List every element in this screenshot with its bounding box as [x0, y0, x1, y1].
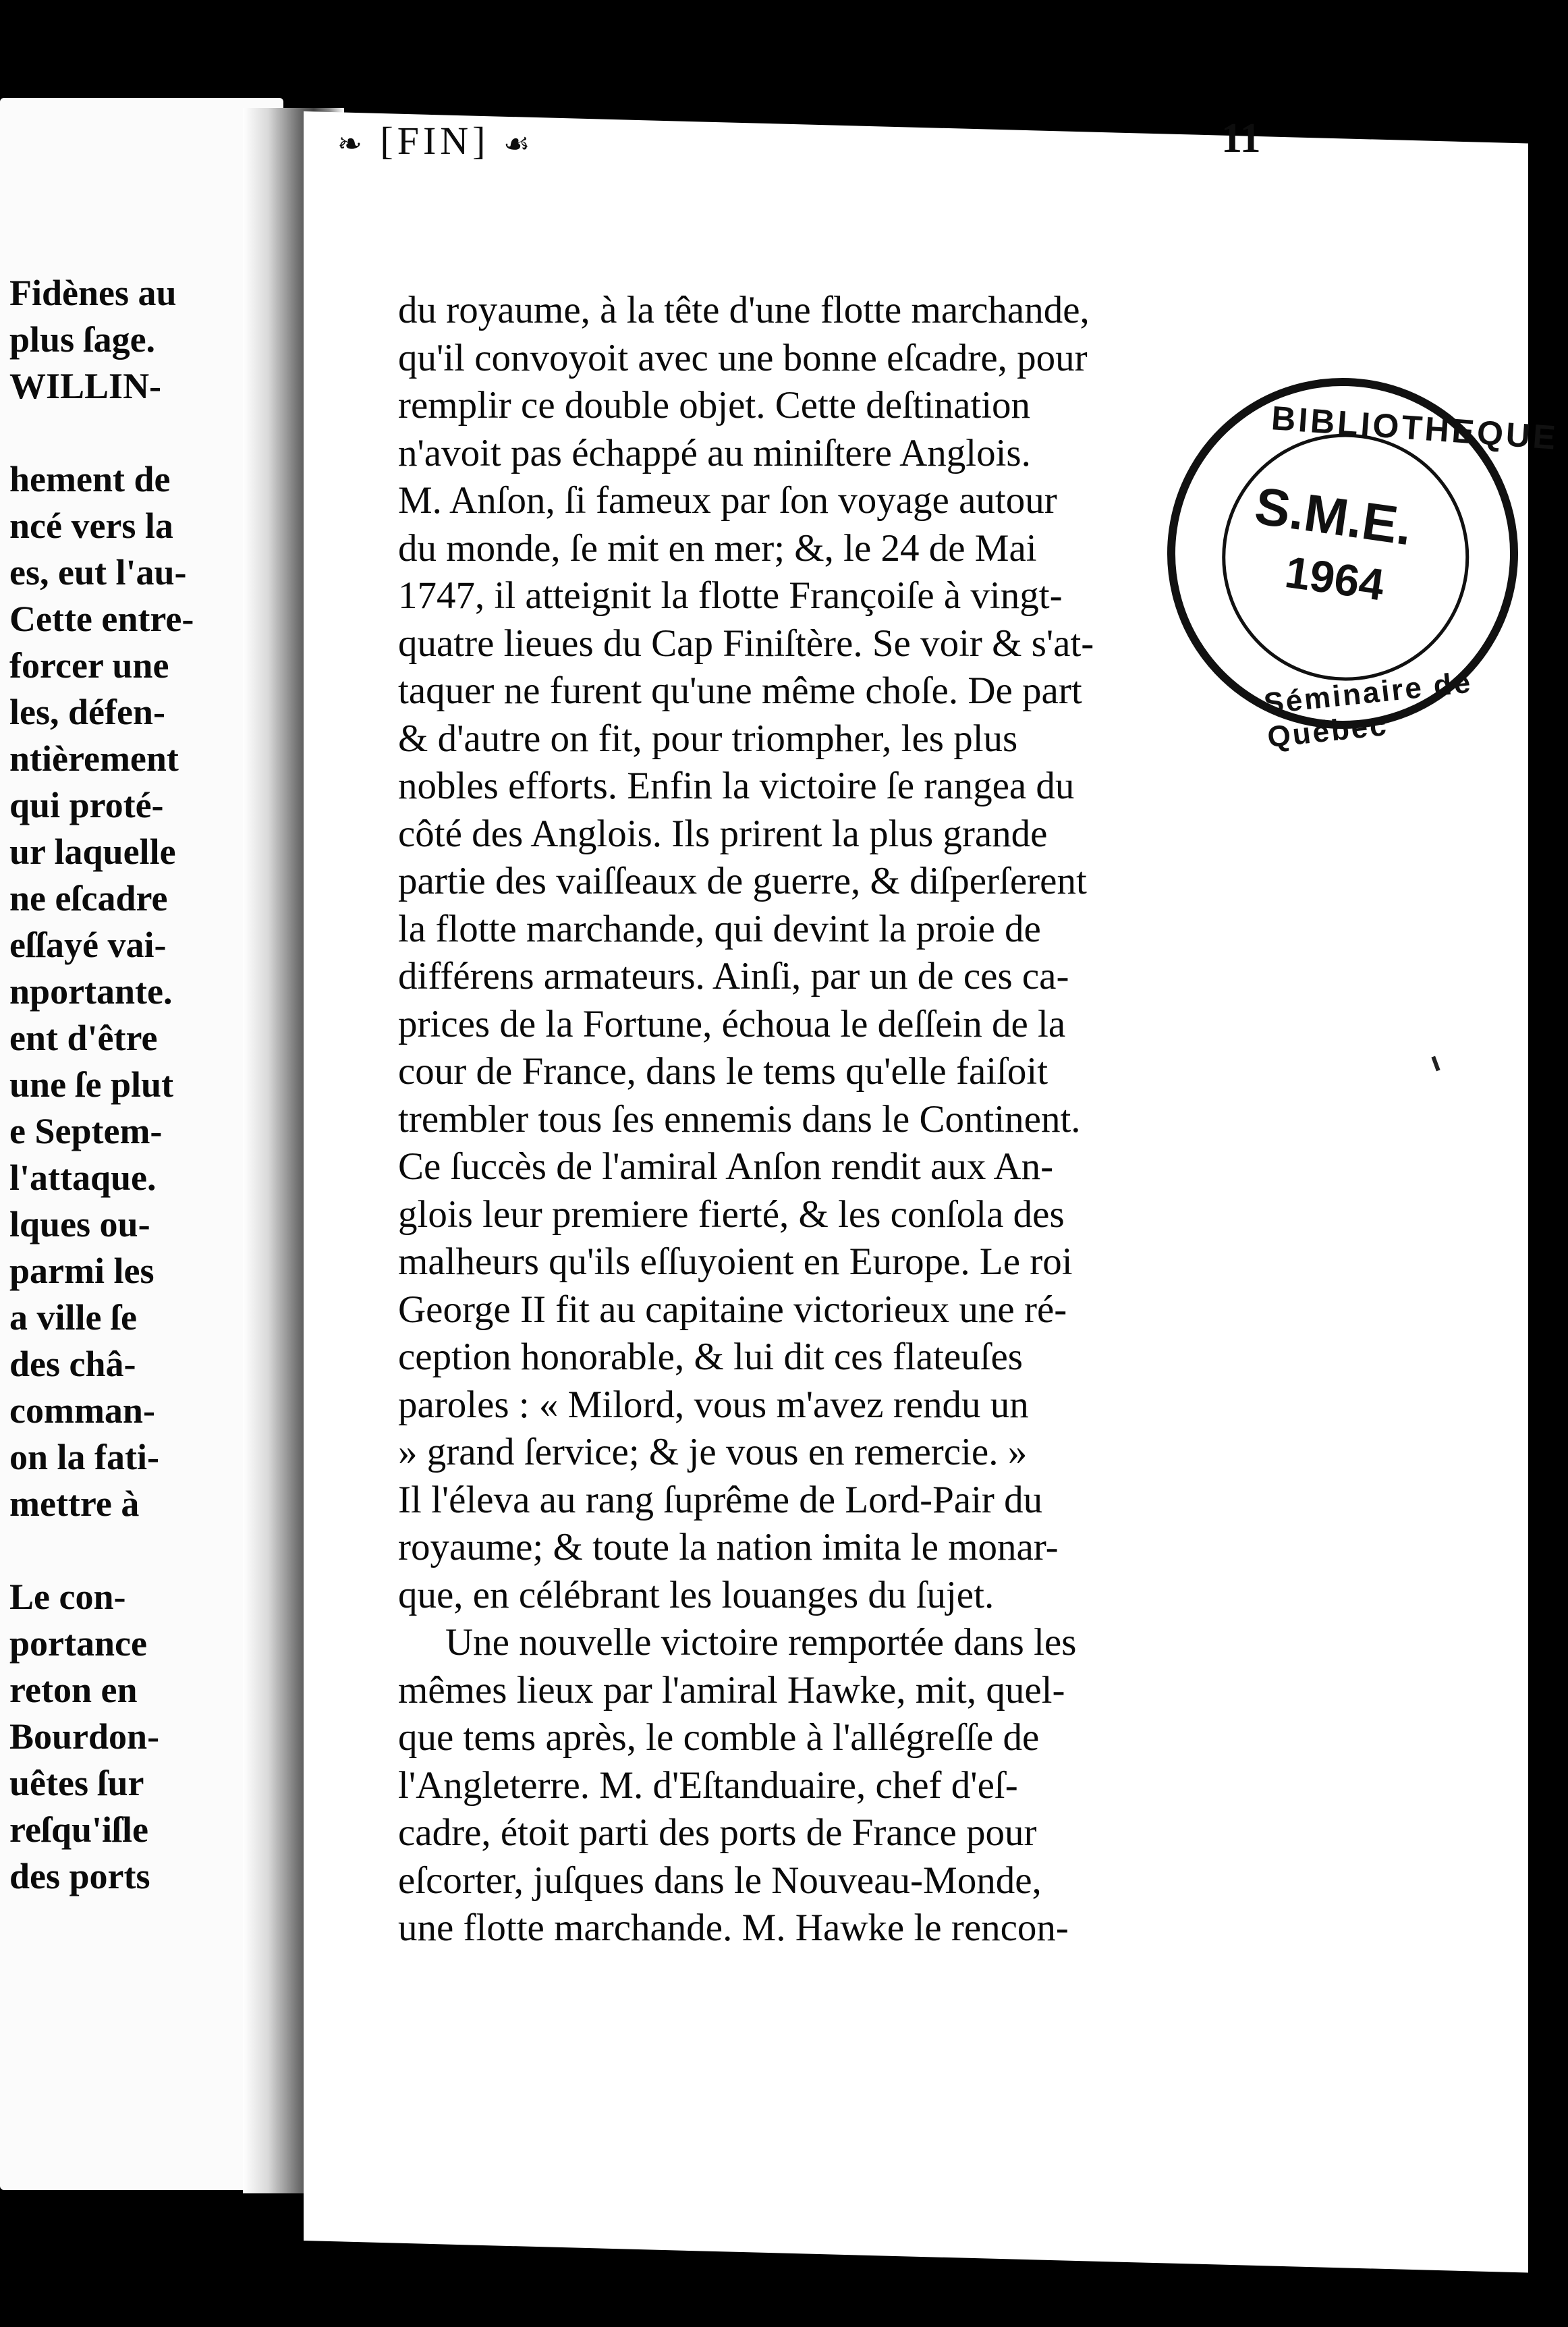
- text-line: différens armateurs. Ainſi, par un de ces ca-: [398, 955, 1069, 997]
- stamp-main-text: S.M.E.: [1251, 475, 1416, 557]
- left-page-line: [0, 1527, 194, 1574]
- left-page-line: les, défen-: [9, 692, 165, 732]
- left-page-line: on la fati-: [9, 1437, 159, 1477]
- text-line: » grand ſervice; & je vous en remercie. »: [398, 1431, 1028, 1473]
- left-page-line: reſqu'iſle: [9, 1809, 149, 1850]
- text-line: paroles : « Milord, vous m'avez rendu un: [398, 1383, 1029, 1426]
- left-page-line: des ports: [9, 1856, 150, 1896]
- text-line: malheurs qu'ils eſſuyoient en Europe. Le roi: [398, 1240, 1073, 1283]
- left-page-line: l'attaque.: [9, 1157, 157, 1198]
- left-page-line: reton en: [9, 1670, 138, 1710]
- text-line: cadre, étoit parti des ports de France pour: [398, 1811, 1037, 1854]
- left-page-line: mettre à: [9, 1483, 140, 1524]
- left-page-line: WILLIN-: [9, 366, 162, 406]
- text-line: remplir ce double objet. Cette deſtination: [398, 384, 1031, 427]
- text-line: Une nouvelle victoire remportée dans les: [445, 1621, 1077, 1664]
- left-page-line: es, eut l'au-: [9, 552, 187, 593]
- running-head: [337, 118, 534, 163]
- left-page: [0, 98, 283, 2190]
- text-line: eſcorter, juſques dans le Nouveau-Monde,: [398, 1859, 1042, 1902]
- left-page-line: comman-: [9, 1390, 155, 1431]
- running-head-text: [FIN]: [380, 119, 490, 163]
- left-page-line: plus ſage.: [9, 319, 156, 360]
- stamp-bottom-text: Séminaire de Québec: [1262, 665, 1474, 755]
- left-page-line: ur laquelle: [9, 831, 176, 872]
- text-line: une flotte marchande. M. Hawke le rencon-: [398, 1907, 1069, 1949]
- text-line: & d'autre on fit, pour triompher, les plus: [398, 717, 1018, 760]
- left-page-line: qui proté-: [9, 785, 164, 825]
- left-page-line: a ville ſe: [9, 1297, 137, 1338]
- left-page-line: nportante.: [9, 971, 173, 1012]
- left-page-line: Le con-: [9, 1577, 126, 1617]
- text-line: 1747, il atteignit la flotte Françoiſe à vingt-: [398, 574, 1063, 617]
- text-line: George II fit au capitaine victorieux une ré-: [398, 1288, 1067, 1331]
- text-line: n'avoit pas échappé au miniſtere Anglois.: [398, 431, 1031, 474]
- text-line: nobles efforts. Enfin la victoire ſe rangea du: [398, 765, 1075, 807]
- left-page-line: des châ-: [9, 1344, 136, 1384]
- stamp-year: 1964: [1282, 546, 1388, 610]
- text-line: prices de la Fortune, échoua le deſſein de la: [398, 1002, 1066, 1045]
- text-line: cour de France, dans le tems qu'elle faiſoit: [398, 1050, 1048, 1093]
- left-page-line: ncé vers la: [9, 505, 173, 546]
- body-text: [398, 287, 1268, 1952]
- stamp-top-text: BIBLIOTHEQUE: [1270, 399, 1560, 457]
- left-page-line: lques ou-: [9, 1204, 150, 1244]
- left-page-line: eſſayé vai-: [9, 925, 167, 965]
- text-line: ception honorable, & lui dit ces flateuſes: [398, 1336, 1023, 1378]
- left-page-line: ne eſcadre: [9, 878, 168, 919]
- text-line: Ce ſuccès de l'amiral Anſon rendit aux An-: [398, 1145, 1054, 1188]
- text-line: du royaume, à la tête d'une flotte marchande,: [398, 289, 1090, 331]
- text-line: Il l'éleva au rang ſuprême de Lord-Pair du: [398, 1478, 1043, 1521]
- text-line: trembler tous ſes ennemis dans le Continent.: [398, 1097, 1081, 1141]
- text-line: taquer ne furent qu'une même choſe. De part: [398, 669, 1082, 712]
- text-line: mêmes lieux par l'amiral Hawke, mit, quel-: [398, 1668, 1065, 1712]
- left-page-line: une ſe plut: [9, 1064, 174, 1105]
- left-page-line: forcer une: [9, 645, 169, 686]
- left-page-line: ntièrement: [9, 738, 179, 779]
- text-line: la flotte marchande, qui devint la proie de: [398, 907, 1041, 950]
- text-line: que, en célébrant les louanges du ſujet.: [398, 1573, 995, 1616]
- left-page-line: Bourdon-: [9, 1716, 160, 1757]
- left-page-line: Cette entre-: [9, 599, 194, 639]
- left-page-line: e Septem-: [9, 1111, 163, 1151]
- right-ornament-icon: ☙: [503, 128, 534, 161]
- text-line: partie des vaiſſeaux de guerre, & diſperſerent: [398, 860, 1087, 902]
- left-page-line: Fidènes au: [9, 273, 177, 313]
- page-number: 11: [1221, 115, 1261, 161]
- left-ornament-icon: ❧: [337, 128, 366, 161]
- text-line: M. Anſon, ſi fameux par ſon voyage autour: [398, 479, 1057, 522]
- left-page-line: ent d'être: [9, 1018, 158, 1058]
- left-page-line: portance: [9, 1623, 147, 1664]
- text-line: royaume; & toute la nation imita le monar-: [398, 1526, 1059, 1568]
- text-line: l'Angleterre. M. d'Eſtanduaire, chef d'eſ-: [398, 1763, 1018, 1807]
- left-page-text: [0, 270, 194, 1900]
- left-page-line: parmi les: [9, 1251, 155, 1291]
- left-page-line: [0, 410, 194, 456]
- left-page-line: hement de: [9, 459, 171, 499]
- text-line: glois leur premiere fierté, & les conſola des: [398, 1193, 1065, 1236]
- text-line: quatre lieues du Cap Finiſtère. Se voir & s'at-: [398, 622, 1094, 665]
- text-line: qu'il convoyoit avec une bonne eſcadre, pour: [398, 336, 1088, 379]
- text-line: que tems après, le comble à l'allégreſſe de: [398, 1716, 1040, 1759]
- text-line: du monde, ſe mit en mer; &, le 24 de Mai: [398, 526, 1037, 570]
- left-page-line: uêtes ſur: [9, 1763, 144, 1803]
- text-line: côté des Anglois. Ils prirent la plus grande: [398, 812, 1048, 855]
